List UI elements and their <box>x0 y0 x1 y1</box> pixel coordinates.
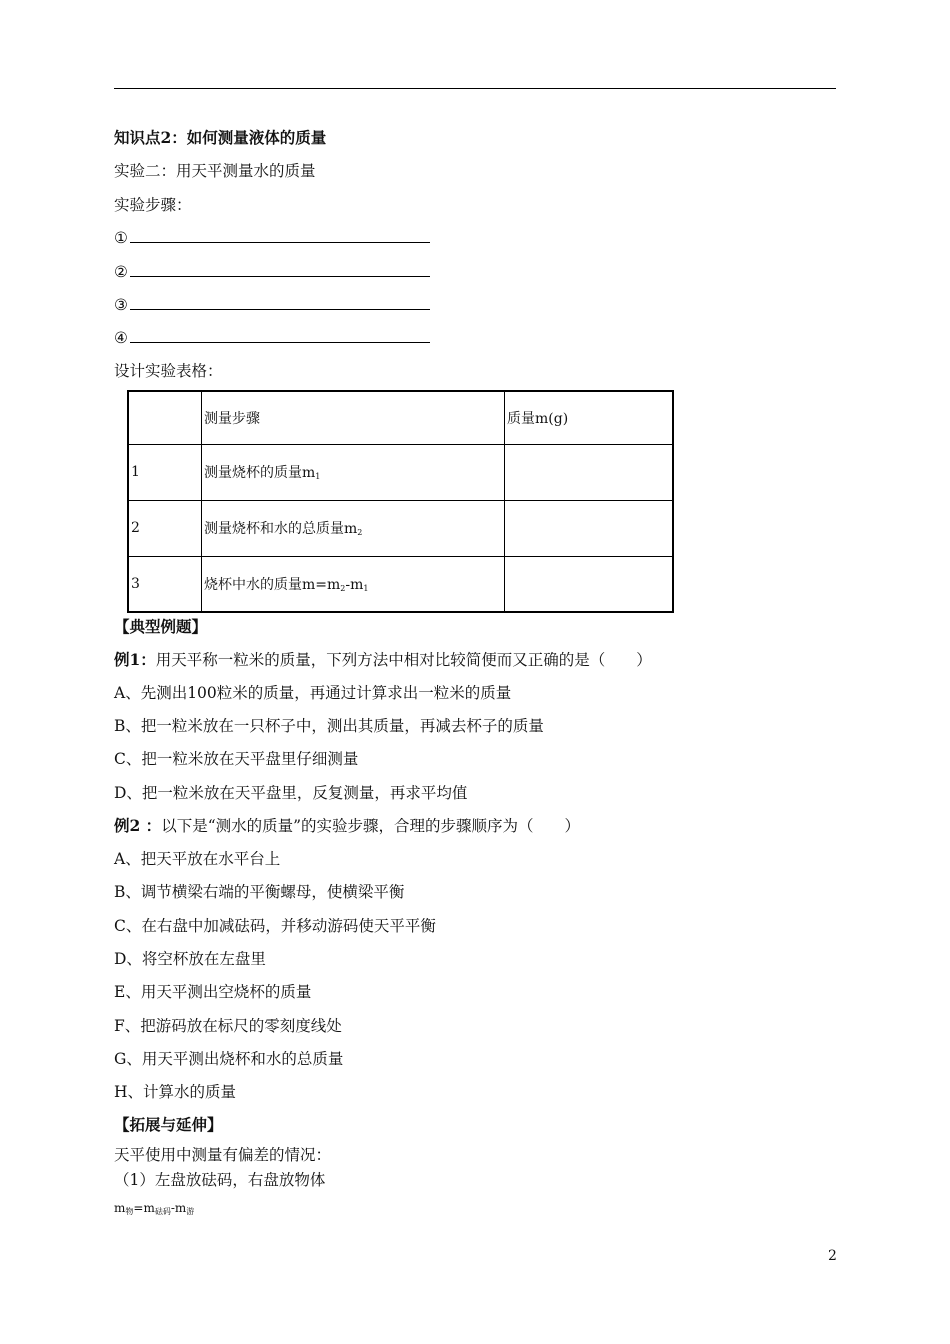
extension-case1: （1）左盘放砝码，右盘放物体 <box>114 1171 326 1189</box>
table-row <box>128 556 673 612</box>
row-step: 测量烧杯和水的总质量$m_2$ <box>202 500 505 556</box>
example2-option-c: C、在右盘中加减砝码，并移动游码使天平平衡 <box>114 917 436 935</box>
experiment-title: 实验二：用天平测量水的质量 <box>114 162 316 180</box>
step-marker: ① <box>114 229 128 247</box>
step-marker: ③ <box>114 296 128 314</box>
header-rule <box>114 88 836 89</box>
example2-option-f: F、把游码放在标尺的零刻度线处 <box>114 1017 342 1035</box>
example1-option-c: C、把一粒米放在天平盘里仔细测量 <box>114 750 359 768</box>
row-mass-input[interactable] <box>505 500 674 556</box>
step-marker: ② <box>114 263 128 281</box>
example1-text: 用天平称一粒米的质量，下列方法中相对比较简便而又正确的是（ ） <box>155 651 652 669</box>
example1-question <box>114 650 652 670</box>
page-number: 2 <box>828 1248 837 1264</box>
formula: $m_物=m_{砝码}-m_游$ <box>114 1201 195 1216</box>
experiment-table <box>127 390 674 613</box>
example2-question <box>114 816 580 836</box>
extension-intro: 天平使用中测量有偏差的情况： <box>114 1146 332 1164</box>
header-cell-step: 测量步骤 <box>202 391 505 444</box>
examples-header: 【典型例题】 <box>114 617 208 636</box>
table-header-row <box>128 391 673 444</box>
step-blank[interactable] <box>130 295 430 310</box>
row-number: 1 <box>128 444 202 500</box>
row-number: 3 <box>128 556 202 612</box>
example1-label: 例1： <box>114 650 156 669</box>
step-blank[interactable] <box>130 228 430 243</box>
table-row <box>128 444 673 500</box>
example2-option-h: H、计算水的质量 <box>114 1083 237 1101</box>
step-line-4[interactable] <box>114 328 430 348</box>
step-line-1[interactable] <box>114 228 430 248</box>
step-marker: ④ <box>114 329 128 347</box>
row-number: 2 <box>128 500 202 556</box>
step-line-3[interactable] <box>114 295 430 315</box>
example1-option-b: B、把一粒米放在一只杯子中，测出其质量，再减去杯子的质量 <box>114 717 544 735</box>
example2-label: 例2 ： <box>114 816 162 835</box>
step-blank[interactable] <box>130 328 430 343</box>
example2-text: 以下是“测水的质量”的实验步骤，合理的步骤顺序为（ ） <box>161 817 581 835</box>
row-step: 烧杯中水的质量$m=m_2-m_1$ <box>202 556 505 612</box>
step-blank[interactable] <box>130 262 430 277</box>
example2-option-e: E、用天平测出空烧杯的质量 <box>114 983 312 1001</box>
example2-option-b: B、调节横梁右端的平衡螺母，使横梁平衡 <box>114 883 405 901</box>
table-label: 设计实验表格： <box>114 362 223 380</box>
example1-option-d: D、把一粒米放在天平盘里，反复测量，再求平均值 <box>114 784 468 802</box>
table-row <box>128 500 673 556</box>
example1-option-a: A、先测出100粒米的质量，再通过计算求出一粒米的质量 <box>114 684 512 702</box>
steps-label: 实验步骤： <box>114 196 192 214</box>
row-mass-input[interactable] <box>505 556 674 612</box>
step-line-2[interactable] <box>114 262 430 282</box>
header-cell-number <box>128 391 202 444</box>
header-cell-mass: 质量m(g) <box>505 391 674 444</box>
section-title: 知识点2：如何测量液体的质量 <box>114 128 327 147</box>
example2-option-a: A、把天平放在水平台上 <box>114 850 281 868</box>
row-mass-input[interactable] <box>505 444 674 500</box>
extension-header: 【拓展与延伸】 <box>114 1115 223 1134</box>
example2-option-d: D、将空杯放在左盘里 <box>114 950 266 968</box>
row-step: 测量烧杯的质量$m_1$ <box>202 444 505 500</box>
example2-option-g: G、用天平测出烧杯和水的总质量 <box>114 1050 344 1068</box>
